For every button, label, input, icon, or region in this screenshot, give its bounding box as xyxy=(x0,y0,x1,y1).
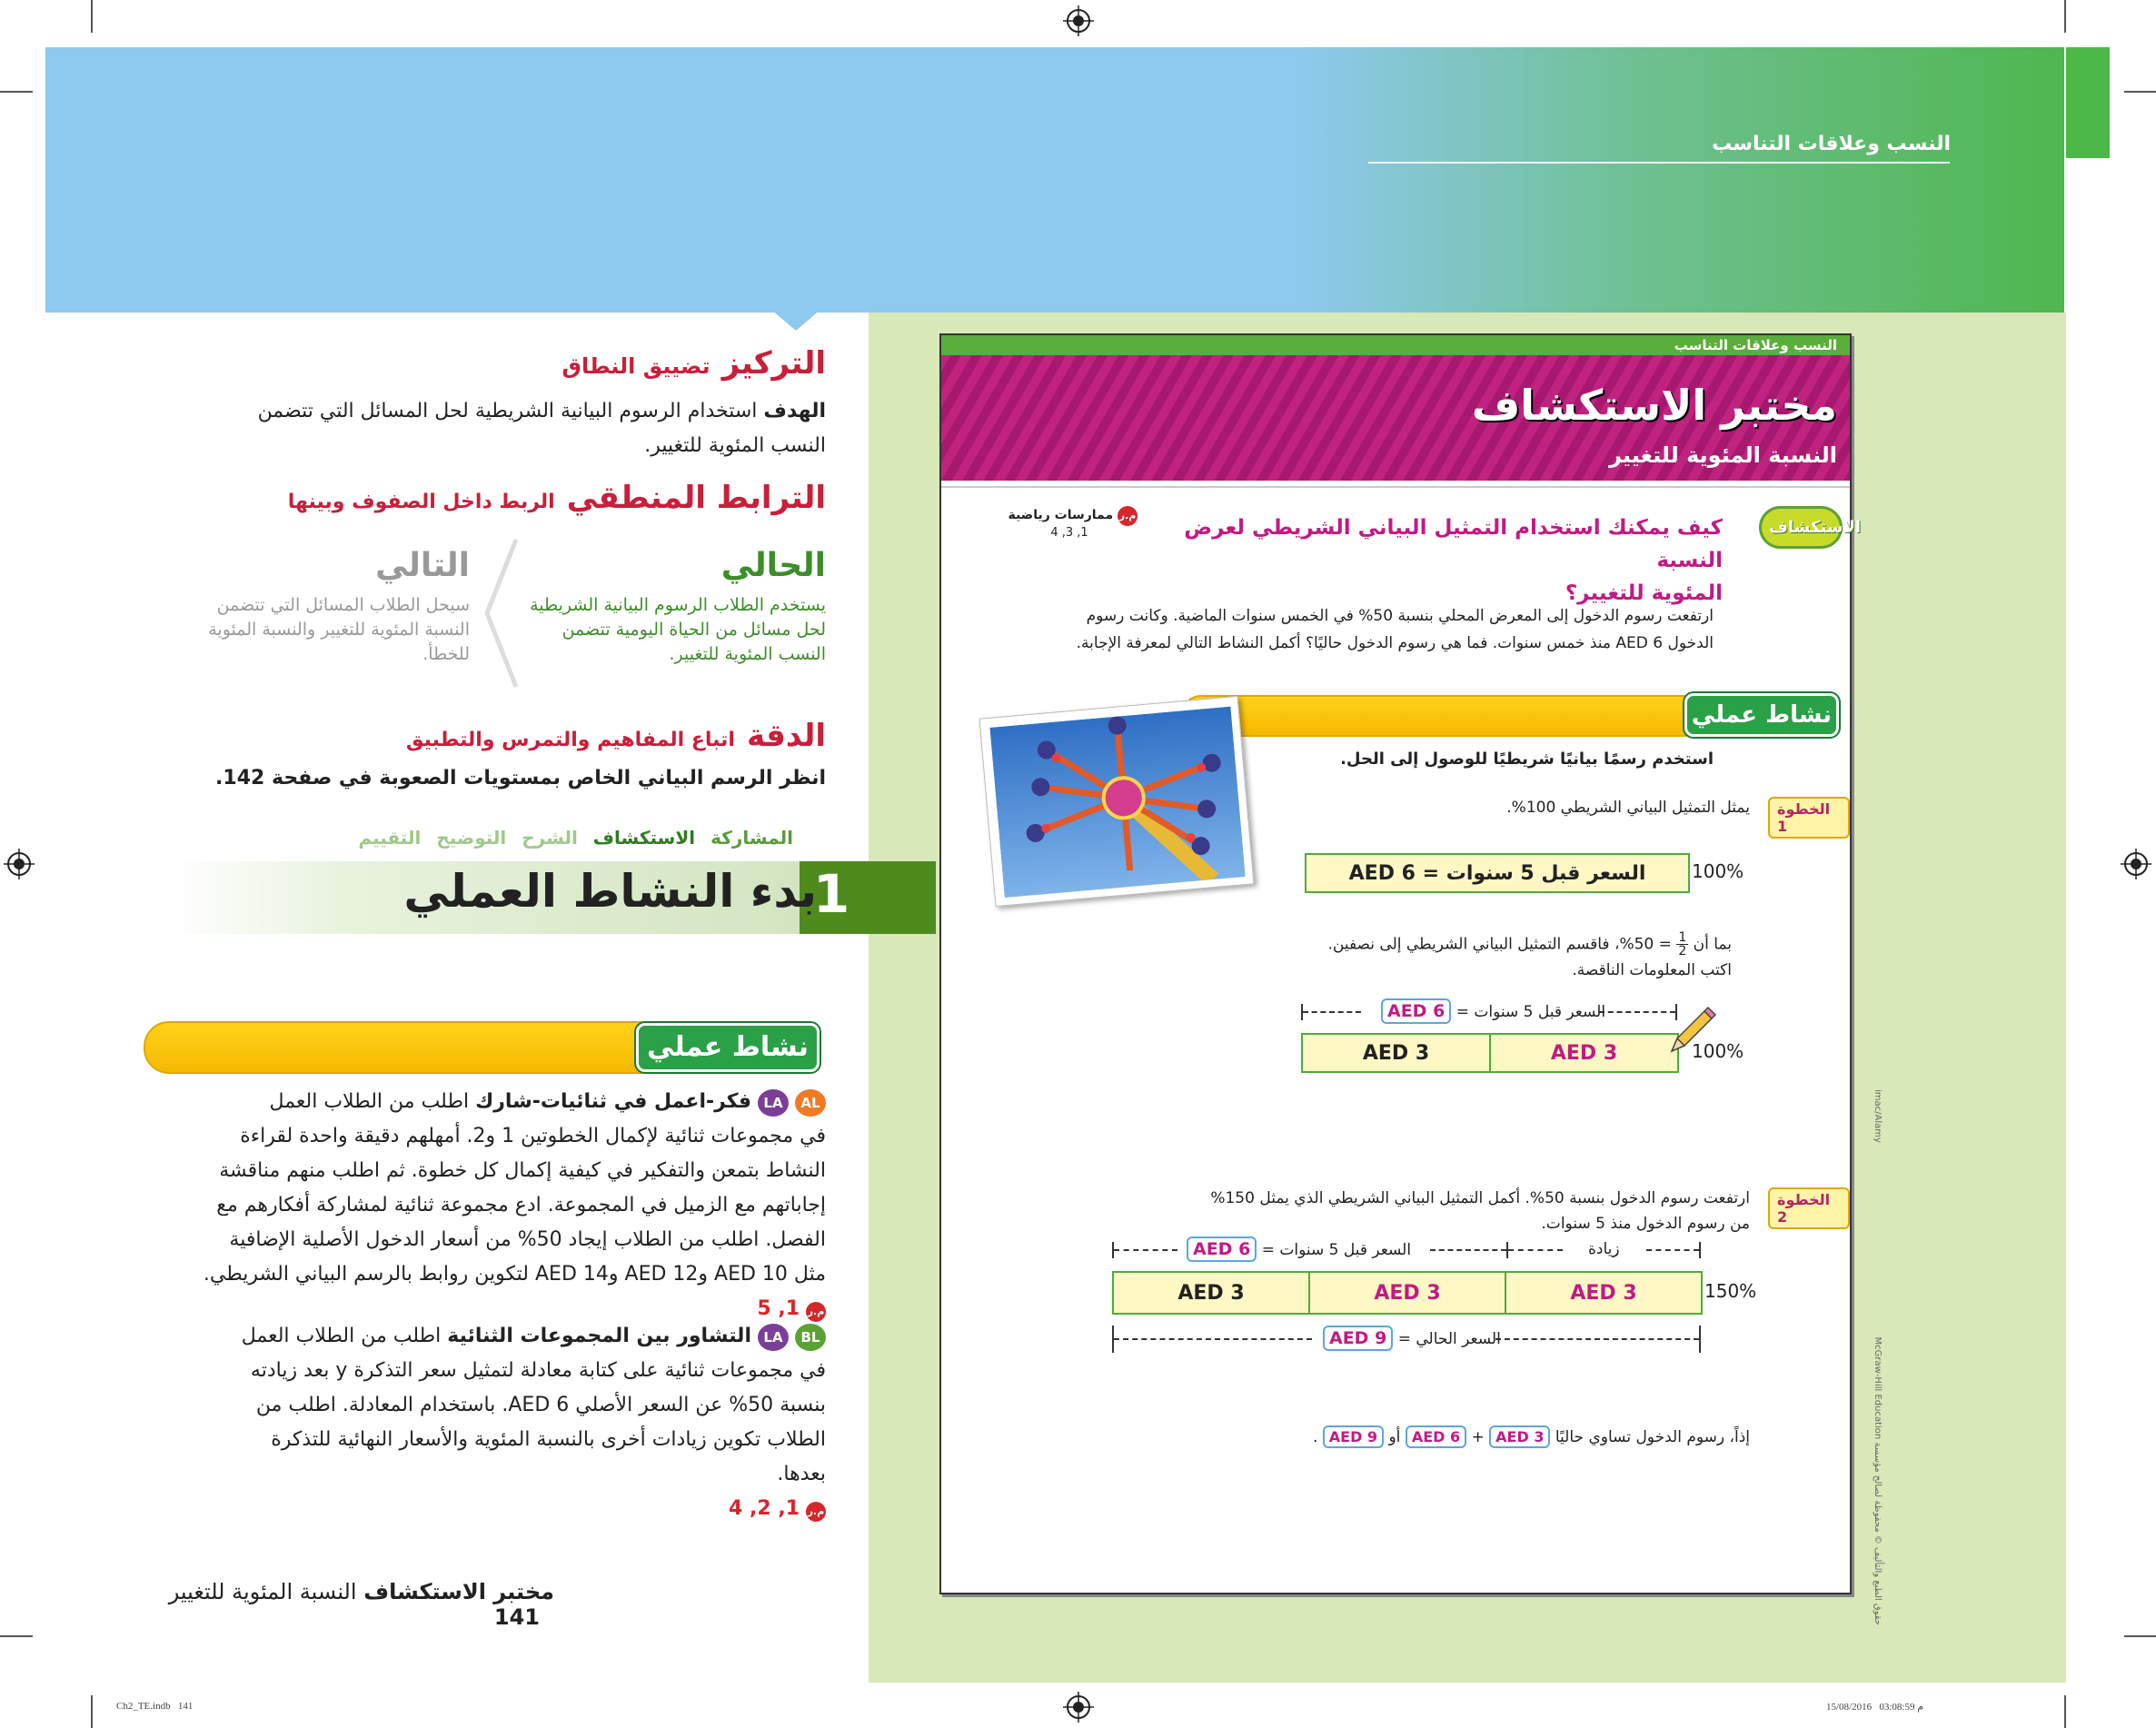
lab-subtitle: النسبة المئوية للتغيير xyxy=(1609,442,1837,468)
rigor-note: انظر الرسم البياني الخاص بمستويات الصعوبة في صفحة 142. xyxy=(215,767,826,790)
item1-line-5: مثل 10 AED و12 AED و14 AED لتكوين روابط بالرسم البياني الشريطي. xyxy=(203,1263,826,1286)
header-band xyxy=(45,47,2064,313)
step-1-percent: 100% xyxy=(1692,860,1744,882)
brace-label: السعر قبل 5 سنوات = xyxy=(1261,1241,1412,1259)
math-practices-values: 1, 3, 4 xyxy=(1050,526,1088,540)
step-2-text xyxy=(1114,1186,1750,1236)
now-block xyxy=(526,547,826,667)
math-practice-icon: م.ر xyxy=(806,1502,826,1522)
math-practices-label: ممارسات رياضية xyxy=(1008,508,1114,522)
split-segment-right: AED 3 xyxy=(1489,1035,1677,1071)
step-1-bar-label: السعر قبل 5 سنوات = 6 AED xyxy=(1348,861,1646,885)
question-line-0: كيف يمكنك استخدام التمثيل البياني الشريطي لعرض النسبة xyxy=(1184,516,1723,572)
intro-line-0: ارتفعت رسوم الدخول إلى المعرض المحلي بنسبة 50% في الخمس سنوات الماضية. وكانت رسوم xyxy=(1086,607,1714,625)
explore-pill: الاستكشاف xyxy=(1759,506,1843,549)
chapter-title: النسب وعلاقات التناسب xyxy=(1712,133,1951,155)
brace-line xyxy=(1495,1338,1699,1340)
registration-mark-icon xyxy=(4,849,35,879)
now-label: الحالي xyxy=(720,547,826,584)
brace-value-answer: AED 6 xyxy=(1381,998,1451,1024)
now-text: يستخدم الطلاب الرسوم البيانية الشريطية لحل مسائل من الحياة اليومية تتضمن النسب المئوية للتغيير. xyxy=(530,595,826,664)
photo-credit: imac/Alamy xyxy=(1873,1089,1883,1143)
item1-title: فكر-اعمل في ثنائيات-شارك xyxy=(475,1090,751,1113)
conclusion-end: . xyxy=(1312,1428,1318,1446)
step-1-split-percent: 100% xyxy=(1692,1040,1744,1062)
objective xyxy=(208,394,826,463)
badge-bl: BL xyxy=(795,1324,826,1351)
step-1-brace xyxy=(1381,998,1605,1024)
brace-line xyxy=(1430,1249,1506,1251)
half-text-a: بما أن xyxy=(1693,935,1732,954)
step-2-bar xyxy=(1112,1271,1703,1315)
print-file-info: Ch2_TE.indb 141 xyxy=(116,1701,194,1712)
brace-line xyxy=(1646,1249,1699,1251)
step-1-half xyxy=(1223,931,1732,983)
page-number: 141 xyxy=(493,1604,540,1630)
lab-intro xyxy=(969,602,1714,657)
step-1-tag: الخطوة 1 xyxy=(1768,797,1850,839)
footer-lab: مختبر الاستكشاف xyxy=(363,1579,554,1604)
math-practices xyxy=(1001,506,1138,540)
focus-label: التركيز xyxy=(721,345,826,382)
item2-title: التشاور بين المجموعات الثنائية xyxy=(447,1325,751,1347)
one-half-fraction xyxy=(1676,931,1688,958)
half-text-b: = 50%، فاقسم التمثيل البياني الشريطي إلى نصفين. xyxy=(1327,935,1672,954)
swing-ride-image xyxy=(989,707,1245,898)
brace-line xyxy=(1114,1249,1177,1251)
coherence-label: الترابط المنطقي xyxy=(566,480,826,516)
item1-line-4: الفصل. اطلب من الطلاب إيجاد 50% من أسعار الدخول الأصلية الإضافية xyxy=(229,1228,826,1251)
chevron-left-icon xyxy=(483,536,520,690)
step-2-brace xyxy=(1187,1236,1411,1262)
coherence-value: الربط داخل الصفوف وبينها xyxy=(287,491,555,513)
page-footer xyxy=(154,1579,554,1630)
lab-activity-banner-label: نشاط عملي xyxy=(1684,693,1839,737)
focus-value: تضييق النطاق xyxy=(561,353,710,379)
item1-line-0: اطلب من الطلاب العمل xyxy=(269,1090,470,1113)
intro-line-1: الدخول 6 AED منذ خمس سنوات. فما هي رسوم الدخول حاليًا؟ أكمل النشاط التالي لمعرفة الإجابة. xyxy=(1076,634,1714,652)
next-block xyxy=(197,547,470,667)
conclusion-or: أو xyxy=(1388,1428,1401,1446)
header-tab xyxy=(2066,47,2110,158)
footer-topic: النسبة المئوية للتغيير xyxy=(168,1579,357,1604)
question-line-1: المئوية للتغيير؟ xyxy=(1565,581,1723,605)
chapter-title-rule xyxy=(1368,162,1950,164)
badge-la: LA xyxy=(758,1089,789,1117)
item2-line-2: بنسبة 50% عن السعر الأصلي 6 AED. باستخدام المعادلة. اطلب من xyxy=(255,1394,826,1416)
activity-banner-label: نشاط عملي xyxy=(636,1023,820,1072)
brace-line xyxy=(1114,1338,1312,1340)
current-price-answer: AED 9 xyxy=(1323,1326,1393,1351)
activity-item-1 xyxy=(190,1085,826,1326)
item1-practices: 1, 5 xyxy=(757,1297,800,1320)
next-text: سيحل الطلاب المسائل التي تتضمن النسبة المئوية للتغيير والنسبة المئوية للخطأ. xyxy=(208,595,470,664)
item2-line-4: بعدها. xyxy=(777,1463,826,1485)
ride-photo xyxy=(979,696,1254,907)
step-2-segment-3: AED 3 xyxy=(1505,1273,1701,1313)
brace-tick xyxy=(1699,1242,1701,1258)
student-page xyxy=(939,333,1883,1625)
conclusion-a: AED 3 xyxy=(1489,1425,1550,1448)
phase-list xyxy=(157,827,793,849)
fraction-denominator: 2 xyxy=(1678,944,1687,958)
lab-strip-label: النسب وعلاقات التناسب xyxy=(1674,337,1837,353)
step-2-line-1: من رسوم الدخول منذ 5 سنوات. xyxy=(1541,1215,1750,1233)
step-2-segment-2: AED 3 xyxy=(1308,1273,1505,1313)
brace-line xyxy=(1508,1249,1563,1251)
brace-value-answer: AED 6 xyxy=(1187,1236,1257,1262)
item1-line-2: النشاط بتمعن والتفكير في كيفية إكمال كل خطوة. ثم اطلب منهم مناقشة xyxy=(219,1159,826,1182)
badge-al: AL xyxy=(795,1089,826,1117)
print-timestamp: 15/08/2016 03:08:59 م xyxy=(1826,1702,1924,1713)
math-practice-icon: م.ر xyxy=(1118,506,1138,526)
phase-elaborate: التوضيح xyxy=(436,827,507,849)
increase-label: زيادة xyxy=(1588,1240,1620,1258)
fraction-numerator: 1 xyxy=(1678,930,1687,945)
registration-mark-icon xyxy=(2121,849,2151,879)
item1-line-1: في مجموعات ثنائية لإكمال الخطوتين 1 و2. أمهلهم دقيقة واحدة لقراءة xyxy=(240,1125,826,1147)
phase-evaluate: التقييم xyxy=(358,827,422,849)
brace-line xyxy=(1303,1011,1361,1013)
item1-line-3: إجاباتهم مع الزميل في المجموعة. ادع مجموعة ثنائية لمشاركة أفكارهم مع xyxy=(216,1194,826,1217)
conclusion-b: AED 6 xyxy=(1406,1425,1466,1448)
brace-label: السعر قبل 5 سنوات = xyxy=(1456,1003,1606,1021)
split-segment-left: AED 3 xyxy=(1362,1041,1430,1065)
registration-mark-icon xyxy=(1063,1692,1094,1723)
half-text-c: اكتب المعلومات الناقصة. xyxy=(1572,961,1732,979)
lab-title: مختبر الاستكشاف xyxy=(1471,381,1837,430)
step-1-split-bar xyxy=(1301,1033,1679,1073)
conclusion xyxy=(1214,1425,1750,1448)
activity-item-2 xyxy=(190,1319,826,1526)
step-2-percent: 150% xyxy=(1704,1280,1757,1302)
badge-la: LA xyxy=(758,1324,789,1351)
step-1-bar xyxy=(1305,853,1690,893)
phase-explore: الاستكشاف xyxy=(592,827,696,849)
rigor-label: الدقة xyxy=(747,718,826,754)
item2-practices: 1, 2, 4 xyxy=(729,1497,800,1520)
objective-text: استخدام الرسوم البيانية الشريطية لحل المسائل التي تتضمن النسب المئوية للتغيير. xyxy=(257,400,826,457)
copyright-credit: حقوق الطبع والتأليف © محفوظة لصالح مؤسسة McGraw-Hill Education xyxy=(1873,1336,1883,1625)
explore-question xyxy=(1177,511,1723,610)
objective-label: الهدف xyxy=(763,400,826,422)
conclusion-c: AED 9 xyxy=(1323,1425,1384,1448)
next-label: التالي xyxy=(374,547,470,584)
step-2-line-0: ارتفعت رسوم الدخول بنسبة 50%. أكمل التمثيل البياني الشريطي الذي يمثل 150% xyxy=(1210,1189,1750,1207)
conclusion-prefix: إذاً، رسوم الدخول تساوي حاليًا xyxy=(1555,1428,1750,1446)
phase-explain: الشرح xyxy=(522,827,578,849)
lab-instruction: استخدم رسمًا بيانيًا شريطيًا للوصول إلى الحل. xyxy=(1340,750,1714,769)
registration-mark-icon xyxy=(1063,5,1094,36)
item2-line-1: في مجموعات ثنائية على كتابة معادلة لتمثيل سعر التذكرة y بعد زيادته xyxy=(250,1359,826,1382)
phase-engage: المشاركة xyxy=(710,827,793,849)
step-1-text: يمثل التمثيل البياني الشريطي 100%. xyxy=(1506,799,1750,817)
header-notch xyxy=(770,309,821,331)
rigor-value: اتباع المفاهيم والتمرس والتطبيق xyxy=(405,729,735,751)
brace-tick xyxy=(1699,1326,1701,1353)
launch-title: بدء النشاط العملي xyxy=(403,865,817,918)
launch-number: 1 xyxy=(812,863,850,925)
step-2-segment-1: AED 3 xyxy=(1177,1281,1245,1305)
lab-header-rule xyxy=(941,481,1850,488)
focus-heading xyxy=(208,345,826,382)
item2-line-3: الطلاب تكوين زيادات أخرى بالنسبة المئوية والأسعار النهائية للتذكرة xyxy=(271,1428,826,1451)
rigor-heading xyxy=(190,718,826,754)
item2-line-0: اطلب من الطلاب العمل xyxy=(241,1325,442,1347)
current-price-label: السعر الحالي = xyxy=(1397,1330,1501,1348)
coherence-heading xyxy=(190,480,826,516)
math-practice-icon: م.ر xyxy=(806,1302,826,1322)
conclusion-plus: + xyxy=(1471,1428,1485,1446)
current-price xyxy=(1323,1326,1501,1351)
step-2-tag: الخطوة 2 xyxy=(1768,1187,1850,1229)
